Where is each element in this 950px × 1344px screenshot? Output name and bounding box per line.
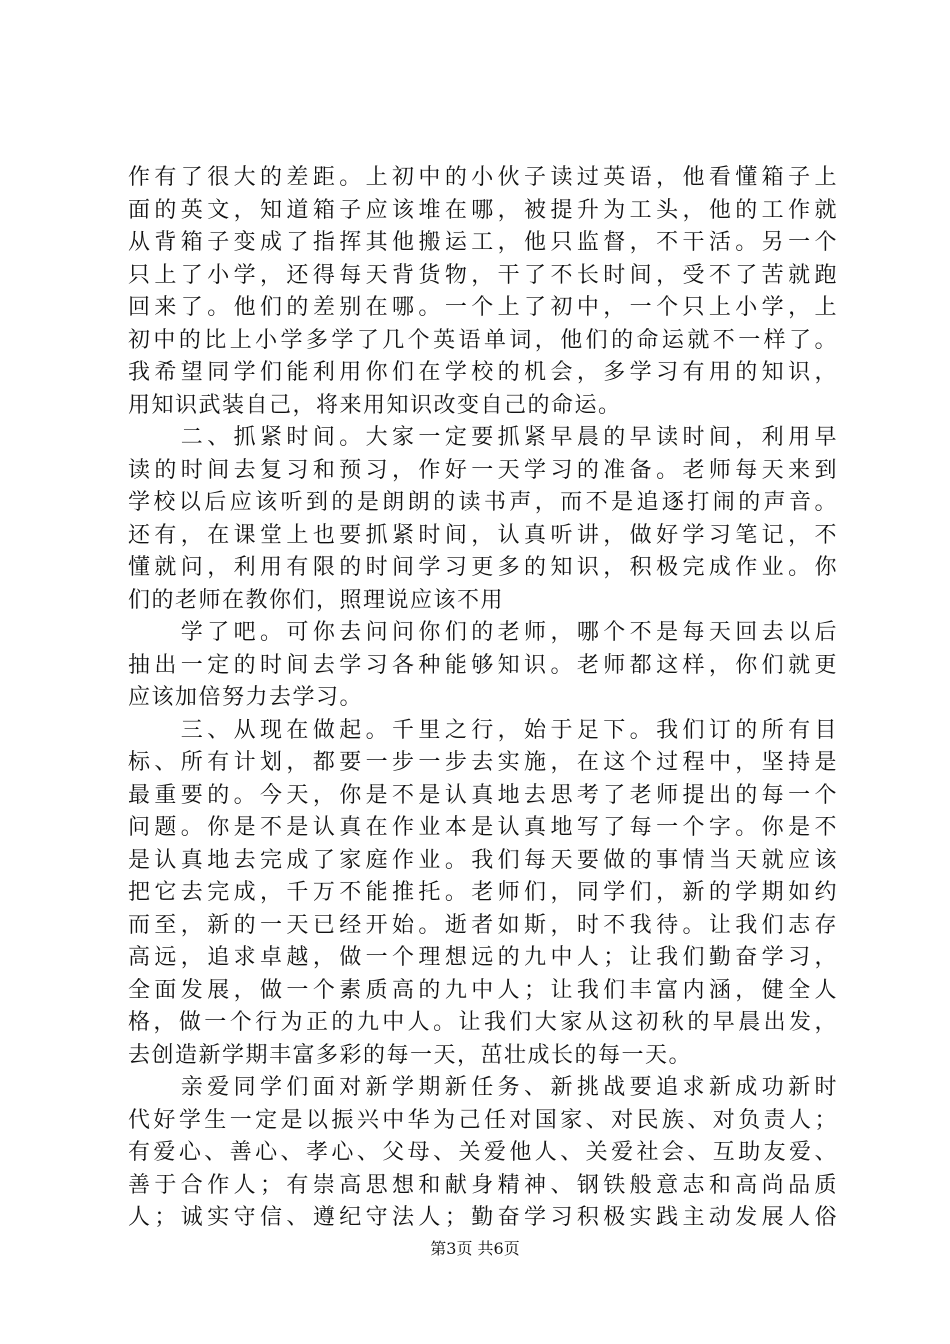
text-line: 回来了。他们的差别在哪。一个上了初中，一个只上小学，上 <box>128 295 838 320</box>
text-line: 是认真地去完成了家庭作业。我们每天要做的事情当天就应该 <box>128 847 838 873</box>
text-line: 们的老师在教你们，照理说应该不用 <box>128 587 505 613</box>
text-line: 面的英文，知道箱子应该堆在哪，被提升为工头，他的工作就 <box>128 197 838 223</box>
text-line: 标、所有计划，都要一步一步去实施，在这个过程中，坚持是 <box>128 750 838 775</box>
text-line: 去创造新学期丰富多彩的每一天，茁壮成长的每一天。 <box>128 1042 693 1068</box>
text-line: 代好学生一定是以振兴中华为己任对国家、对民族、对负责人； <box>128 1107 838 1133</box>
text-line: 只上了小学，还得每天背货物，干了不长时间，受不了苦就跑 <box>128 262 838 288</box>
text-line: 人；诚实守信、遵纪守法人；勤奋学习积极实践主动发展人俗 <box>128 1205 838 1230</box>
text-line: 格，做一个行为正的九中人。让我们大家从这初秋的早晨出发， <box>128 1010 838 1035</box>
page-number: 第3页 共6页 <box>430 1239 520 1258</box>
text-line: 而至，新的一天已经开始。逝者如斯，时不我待。让我们志存 <box>128 912 838 938</box>
text-line: 最重要的。今天，你是不是认真地去思考了老师提出的每一个 <box>128 782 838 808</box>
text-line: 亲爱同学们面对新学期新任务、新挑战要追求新成功新时 <box>128 1075 838 1100</box>
text-line: 学校以后应该听到的是朗朗的读书声，而不是追逐打闹的声音。 <box>128 490 838 515</box>
text-line: 用知识武装自己，将来用知识改变自己的命运。 <box>128 392 622 418</box>
text-line: 懂就问，利用有限的时间学习更多的知识，积极完成作业。你 <box>128 555 838 580</box>
text-line: 二、抓紧时间。大家一定要抓紧早晨的早读时间，利用早 <box>128 425 838 450</box>
text-line: 高远，追求卓越，做一个理想远的九中人；让我们勤奋学习， <box>128 945 838 970</box>
text-line: 把它去完成，千万不能推托。老师们，同学们，新的学期如约 <box>128 880 838 905</box>
text-line: 善于合作人；有崇高思想和献身精神、钢铁般意志和高尚品质 <box>128 1172 838 1198</box>
text-line: 问题。你是不是认真在作业本是认真地写了每一个字。你是不 <box>128 815 838 840</box>
text-line: 应该加倍努力去学习。 <box>128 685 364 710</box>
text-line: 初中的比上小学多学了几个英语单词，他们的命运就不一样了。 <box>128 327 838 353</box>
text-line: 有爱心、善心、孝心、父母、关爱他人、关爱社会、互助友爱、 <box>128 1140 838 1165</box>
text-line: 从背箱子变成了指挥其他搬运工，他只监督，不干活。另一个 <box>128 230 838 255</box>
text-line: 作有了很大的差距。上初中的小伙子读过英语，他看懂箱子上 <box>128 165 838 190</box>
text-line: 我希望同学们能利用你们在学校的机会，多学习有用的知识， <box>128 360 838 385</box>
text-line: 抽出一定的时间去学习各种能够知识。老师都这样，你们就更 <box>128 652 838 678</box>
text-line: 读的时间去复习和预习，作好一天学习的准备。老师每天来到 <box>128 457 838 483</box>
document-body <box>128 162 838 1235</box>
text-line: 全面发展，做一个素质高的九中人；让我们丰富内涵，健全人 <box>128 977 838 1003</box>
text-line: 三、从现在做起。千里之行，始于足下。我们订的所有目 <box>128 717 838 743</box>
text-line: 还有，在课堂上也要抓紧时间，认真听讲，做好学习笔记，不 <box>128 522 838 548</box>
text-line: 学了吧。可你去问问你们的老师，哪个不是每天回去以后 <box>128 620 838 645</box>
